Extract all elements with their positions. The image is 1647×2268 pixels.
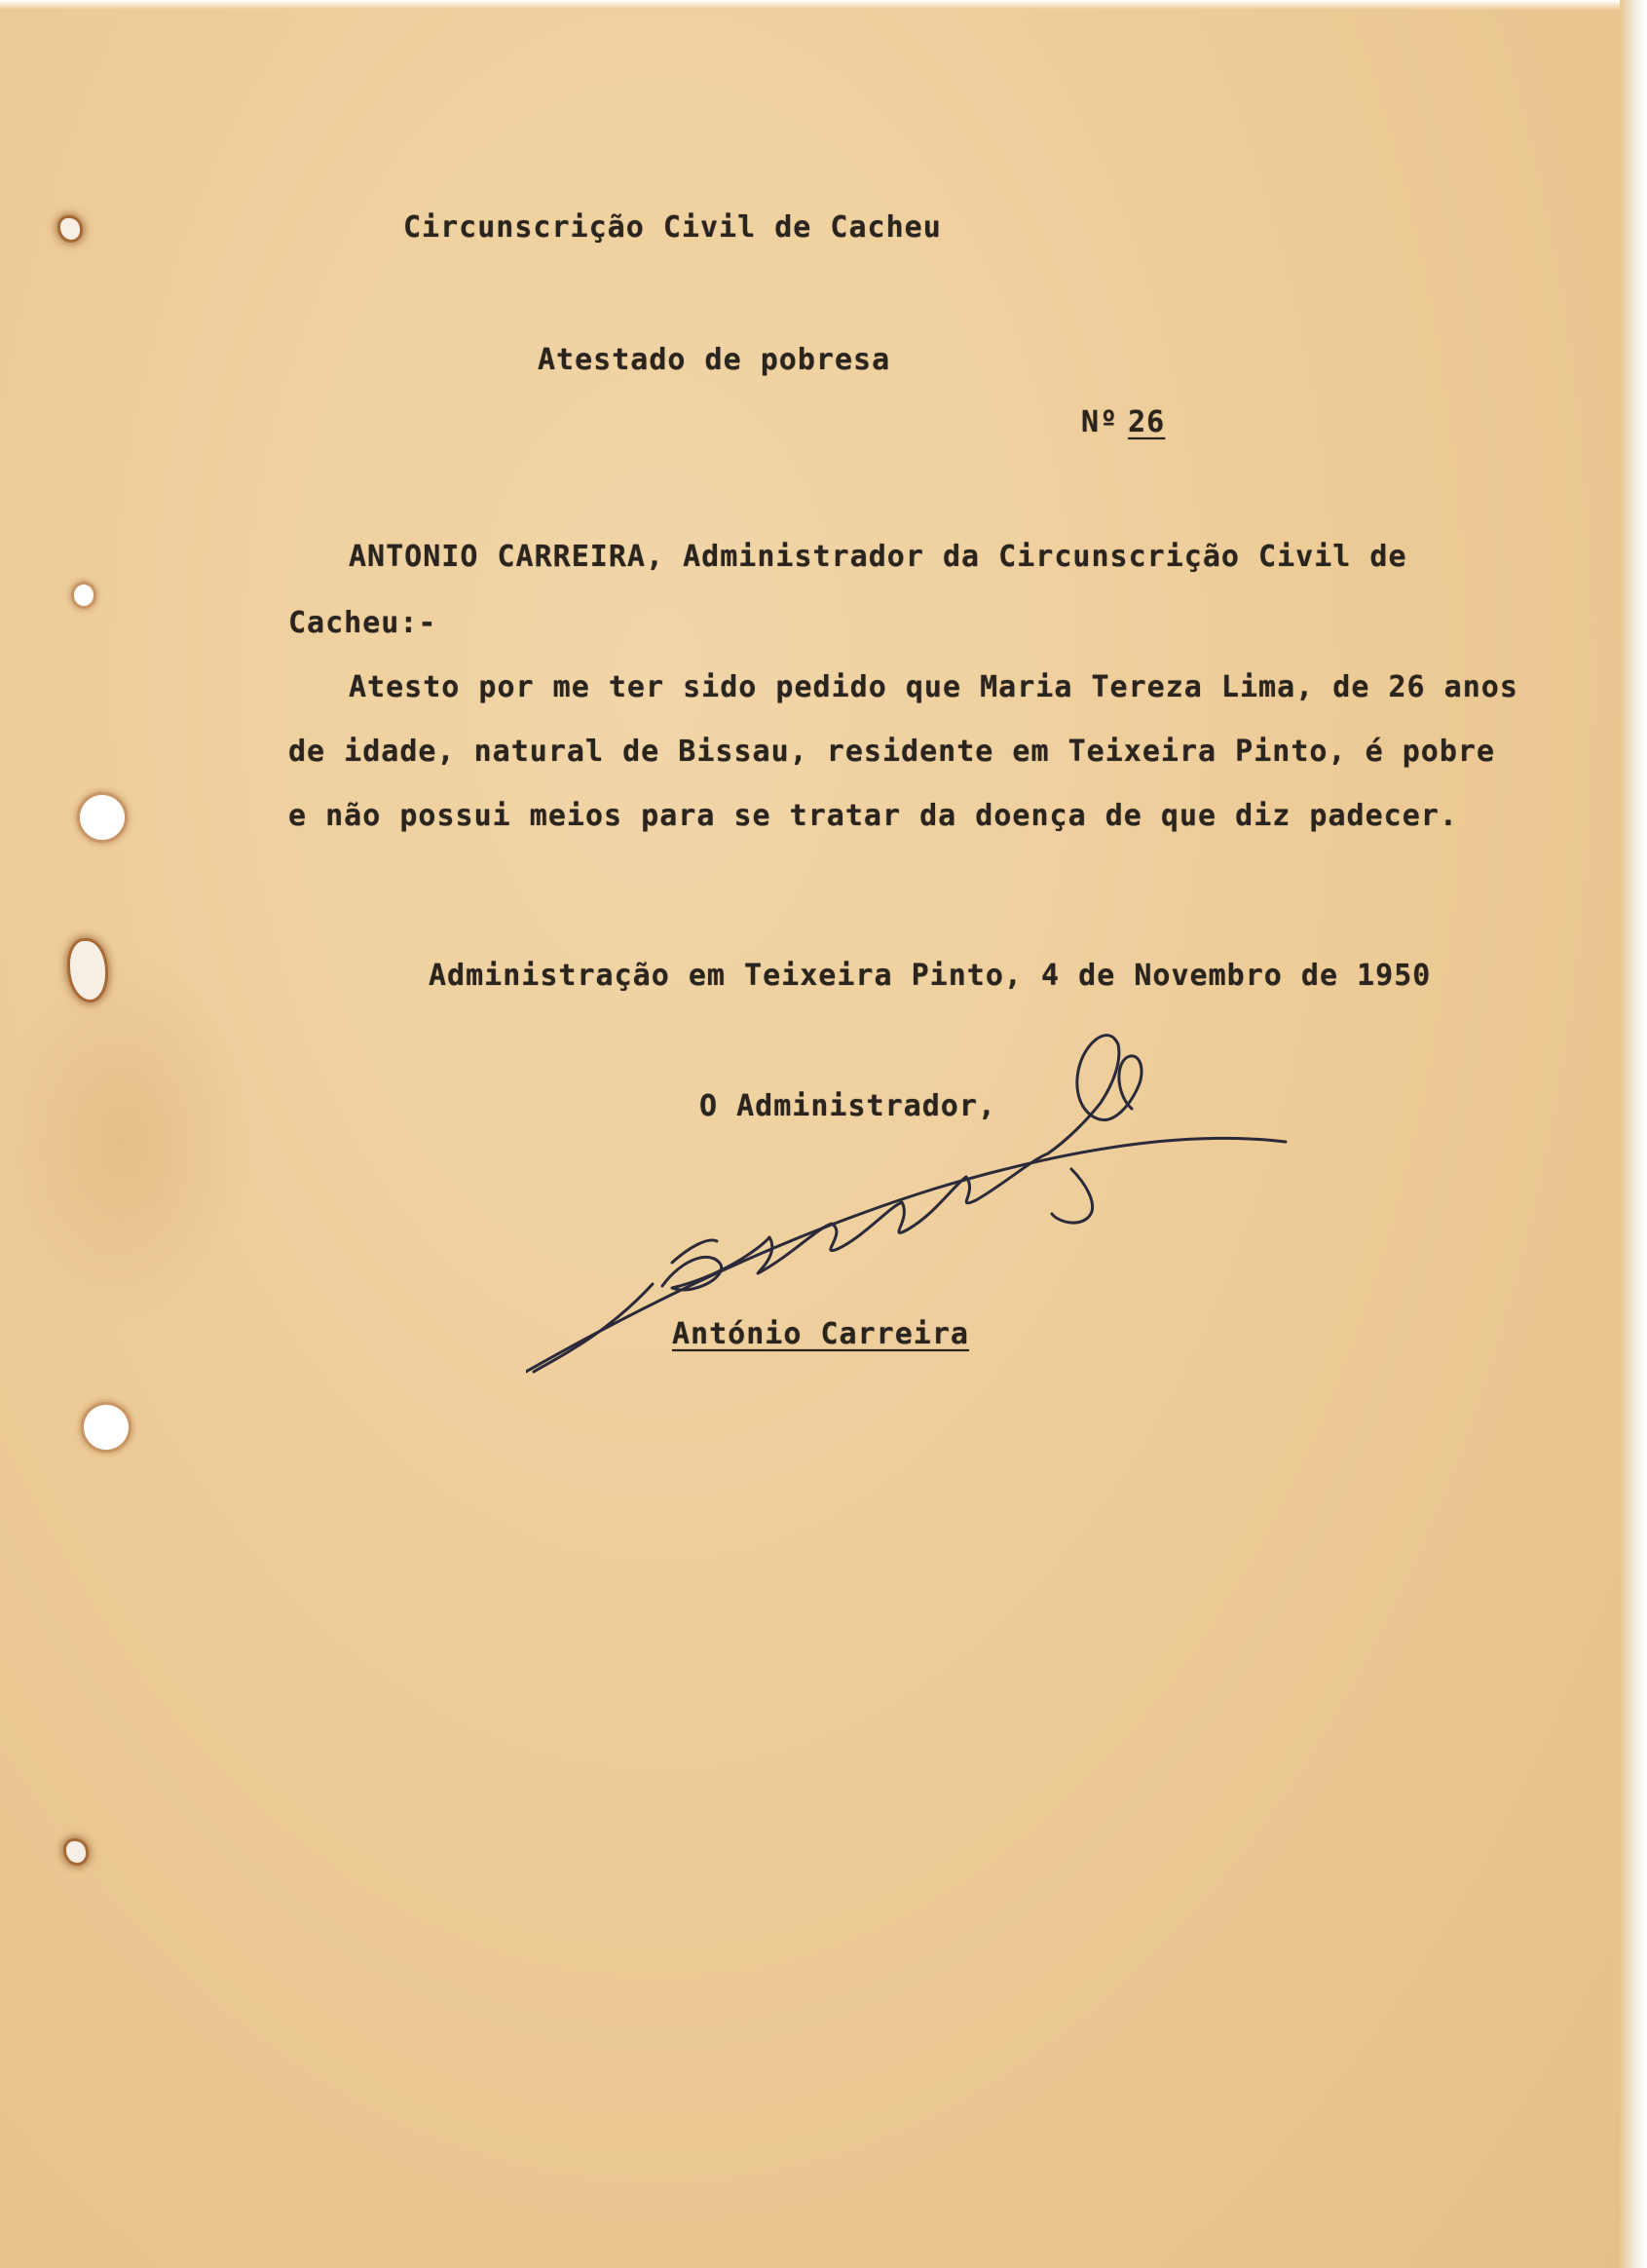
signatory-name: António Carreira	[672, 1317, 969, 1351]
punch-hole	[80, 795, 125, 840]
intro-line-2: Cacheu:-	[288, 606, 437, 640]
body-line-3: e não possui meios para se tratar da doença de que diz padecer.	[288, 799, 1458, 833]
punch-hole	[74, 585, 94, 606]
page-edge-top	[0, 0, 1647, 10]
page-edge-right	[1620, 0, 1647, 2268]
punch-hole	[84, 1405, 129, 1450]
number-value: 26	[1128, 405, 1166, 439]
signatory-role: O Administrador,	[699, 1089, 996, 1123]
document-title: Atestado de pobresa	[538, 343, 891, 377]
document-header: Circunscrição Civil de Cacheu	[403, 210, 942, 245]
place-date-line: Administração em Teixeira Pinto, 4 de Novembro de 1950	[429, 959, 1432, 993]
body-line-1: Atesto por me ter sido pedido que Maria Tereza Lima, de 26 anos	[349, 670, 1518, 704]
document-number	[1081, 405, 1165, 439]
punch-hole	[66, 1841, 86, 1863]
intro-line-1: ANTONIO CARREIRA, Administrador da Circunscrição Civil de	[349, 540, 1407, 574]
body-line-2: de idade, natural de Bissau, residente em Teixeira Pinto, é pobre	[288, 735, 1495, 769]
punch-hole	[60, 218, 80, 240]
number-label: Nº	[1081, 405, 1119, 439]
paper-stain	[0, 955, 253, 1325]
